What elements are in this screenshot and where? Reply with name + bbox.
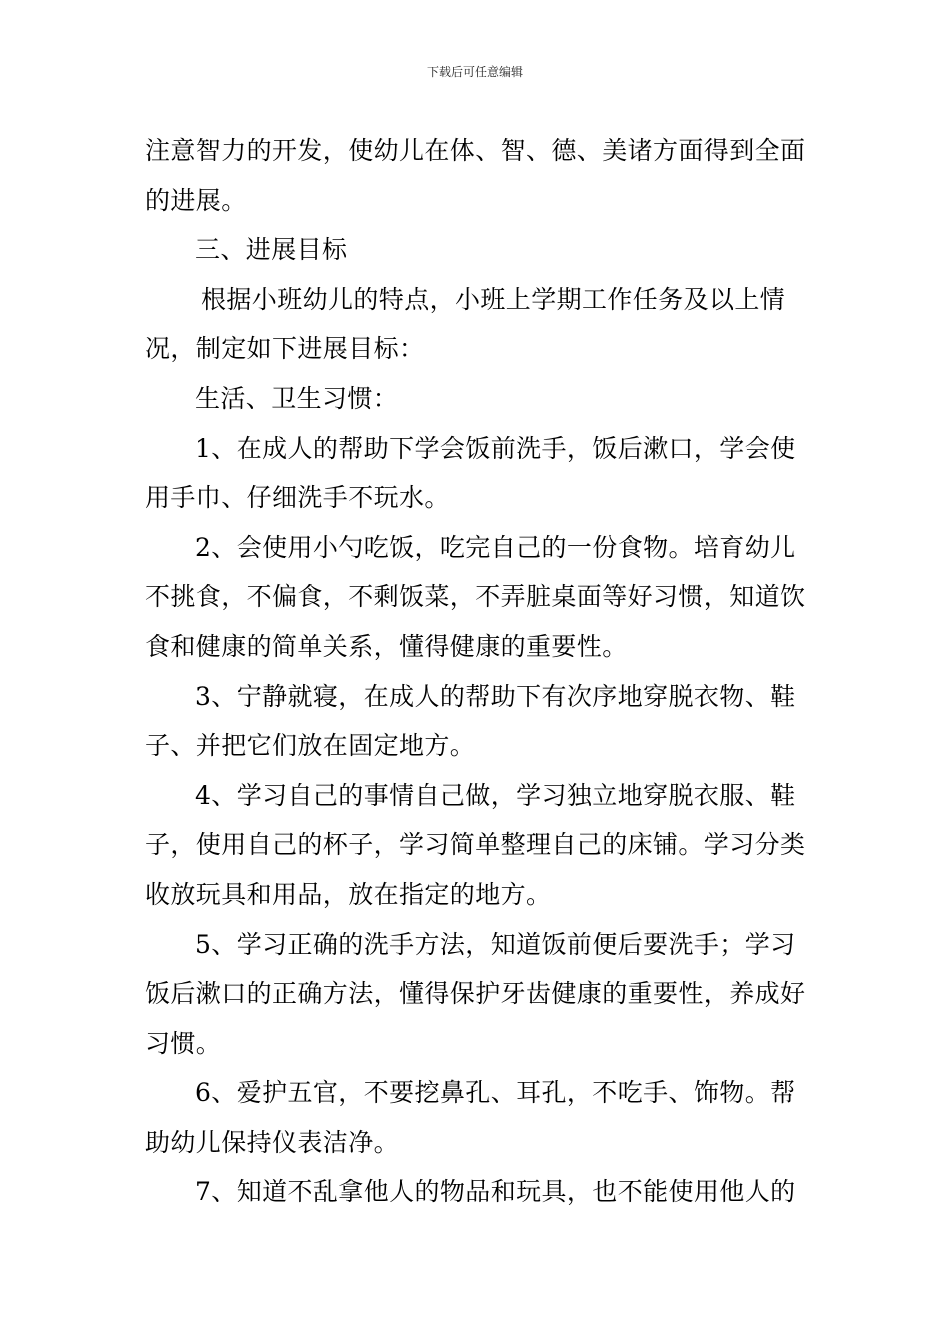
section-heading-goals: 三、进展目标 — [195, 235, 348, 265]
page-header: 下载后可任意编辑 — [426, 65, 523, 79]
document-body — [145, 126, 807, 1217]
paragraph-goals-intro: 根据小班幼儿的特点，小班上学期工作任务及以上情况，制定如下进展目标： — [145, 284, 786, 364]
list-item-6: 6、爱护五官，不要挖鼻孔、耳孔，不吃手、饰物。帮助幼儿保持仪表洁净。 — [145, 1078, 796, 1157]
paragraph-intro-continuation: 注意智力的开发，使幼儿在体、智、德、美诸方面得到全面的进展。 — [145, 136, 806, 215]
subheading-hygiene-habits: 生活、卫生习惯： — [195, 383, 399, 413]
list-item-3: 3、宁静就寝，在成人的帮助下有次序地穿脱衣物、鞋子、并把它们放在固定地方。 — [145, 681, 796, 761]
list-item-7: 7、知道不乱拿他人的物品和玩具，也不能使用他人的 — [195, 1177, 796, 1207]
list-item-2: 2、会使用小勺吃饭，吃完自己的一份食物。培育幼儿不挑食，不偏食，不剩饭菜，不弄脏桌面等好习惯，知道饮食和健康的简单关系，懂得健康的重要性。 — [145, 532, 806, 661]
list-item-5: 5、学习正确的洗手方法，知道饭前便后要洗手；学习饭后漱口的正确方法，懂得保护牙齿健康的重要性，养成好习惯。 — [145, 929, 806, 1058]
list-item-4: 4、学习自己的事情自己做，学习独立地穿脱衣服、鞋子，使用自己的杯子，学习简单整理自己的床铺。学习分类收放玩具和用品，放在指定的地方。 — [145, 780, 806, 909]
list-item-1: 1、在成人的帮助下学会饭前洗手，饭后漱口，学会使用手巾、仔细洗手不玩水。 — [145, 433, 796, 513]
